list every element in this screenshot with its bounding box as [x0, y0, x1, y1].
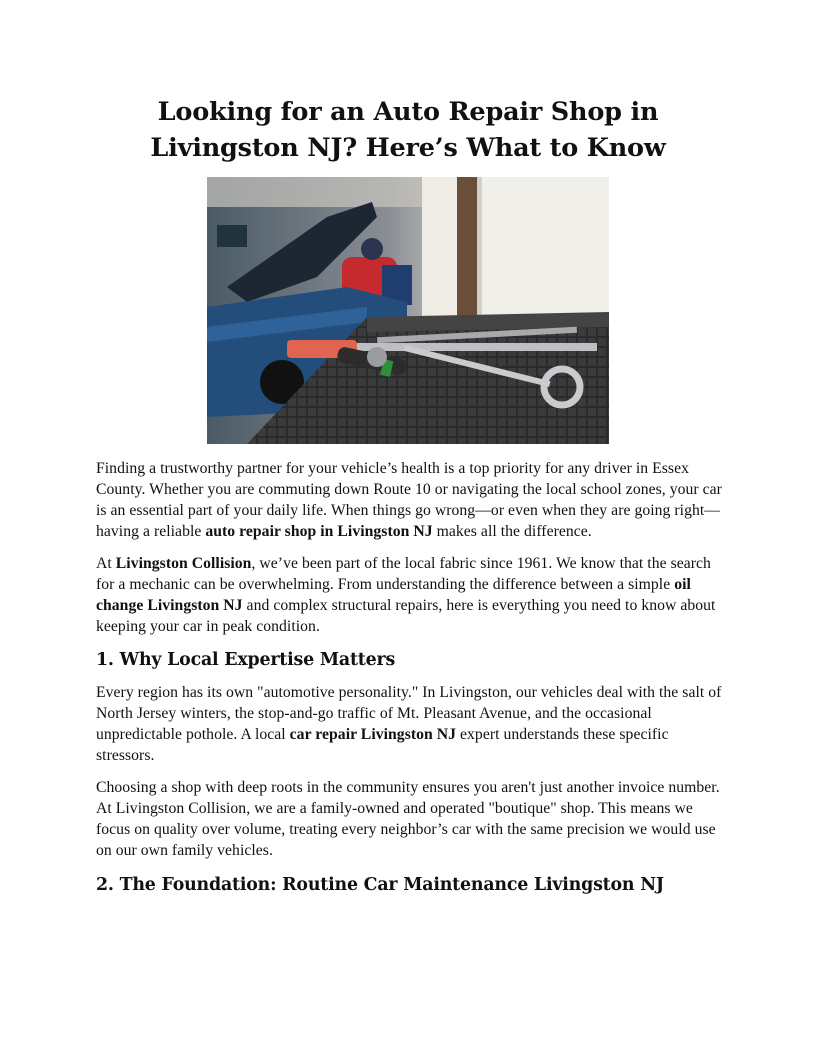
keyword-oil-change: oil change Livingston NJ: [96, 576, 691, 614]
region-text-1: Every region has its own "automotive personality." In Livingston, our vehicles deal with the salt of North Jersey winters, the stop-and-go traffic of Mt. Pleasant Avenue, and the occasional unpredictable pothole. A local: [96, 684, 722, 743]
intro-text-2: makes all the difference.: [432, 523, 592, 540]
about-text-2: , we’ve been part of the local fabric since 1961. We know that the search for a mechanic can be overwhelming. From understanding the difference between a simple: [96, 555, 711, 593]
title-line-1: Looking for an Auto Repair Shop in: [157, 97, 659, 127]
title-line-2: Livingston NJ? Here’s What to Know: [150, 133, 666, 163]
about-text-3: and complex structural repairs, here is everything you need to know about keeping your car in peak condition.: [96, 597, 716, 635]
page-title: [96, 94, 720, 166]
community-paragraph: Choosing a shop with deep roots in the community ensures you aren't just another invoice number. At Livingston Collision, we are a family-owned and operated "boutique" shop. This means we focus on quality over volume, treating every neighbor’s car with the same precision we would use on our own family vehicles.: [96, 779, 720, 859]
keyword-car-repair: car repair Livingston NJ: [289, 726, 457, 743]
intro-paragraph: [96, 458, 724, 542]
region-paragraph: [96, 682, 724, 766]
keyword-livingston-collision: Livingston Collision: [115, 555, 252, 572]
about-text-1: At: [96, 555, 116, 572]
article-body: [96, 458, 724, 907]
region-text-2: expert understands these specific stressors.: [96, 726, 669, 764]
intro-text-1: Finding a trustworthy partner for your vehicle’s health is a top priority for any driver in Essex County. Whether you are commuting down Route 10 or navigating the local school zones, your car is an essential part of your daily life. When things go wrong—or even when they are going right—having a reliable: [96, 460, 722, 540]
hero-image-mechanic-tools: [207, 177, 609, 444]
section-heading-routine-maintenance: 2. The Foundation: Routine Car Maintenance Livingston NJ: [96, 875, 664, 895]
keyword-auto-repair: auto repair shop in Livingston NJ: [205, 523, 433, 540]
section-heading-local-expertise: 1. Why Local Expertise Matters: [96, 650, 396, 670]
about-paragraph: [96, 553, 724, 637]
